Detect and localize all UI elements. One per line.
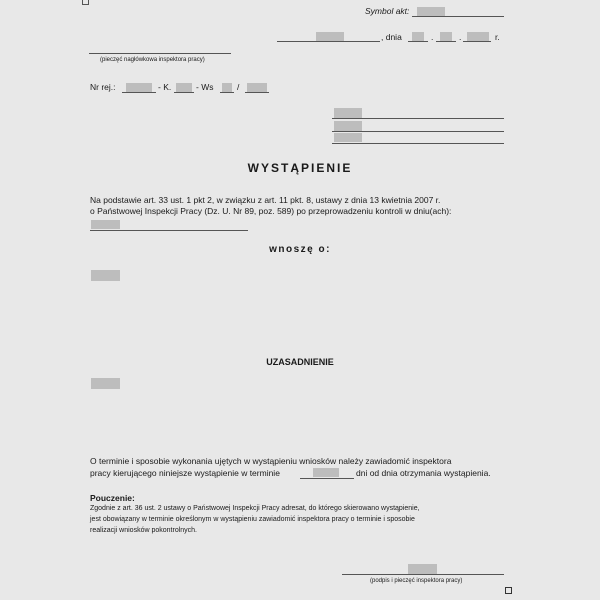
- date-day-underline: [408, 41, 428, 42]
- addressee-field-2[interactable]: [334, 121, 362, 131]
- intro-line-1: Na podstawie art. 33 ust. 1 pkt 2, w związku z art. 11 pkt. 8, ustawy z dnia 13 kwietnia 2007 r.: [90, 195, 441, 205]
- registry-field-2[interactable]: [176, 83, 192, 92]
- symbol-underline: [412, 16, 504, 17]
- date-dot-2: .: [459, 32, 462, 42]
- date-month-underline: [436, 41, 456, 42]
- date-suffix: r.: [495, 32, 500, 42]
- date-prefix: , dnia: [381, 32, 402, 42]
- registry-sep-3: /: [237, 82, 240, 92]
- request-field[interactable]: [91, 270, 120, 281]
- place-field[interactable]: [316, 32, 344, 41]
- registry-field-3[interactable]: [222, 83, 232, 92]
- stamp-caption: (pieczęć nagłówkowa inspektora pracy): [100, 57, 205, 63]
- addressee-field-1[interactable]: [334, 108, 362, 118]
- addressee-field-3[interactable]: [334, 133, 362, 142]
- addressee-underline-1: [332, 118, 504, 119]
- justification-field[interactable]: [91, 378, 120, 389]
- end-marker-icon: [505, 587, 512, 594]
- addressee-underline-3: [332, 143, 504, 144]
- inspection-date-underline: [90, 230, 248, 231]
- date-day-field[interactable]: [412, 32, 424, 41]
- registry-underline-3: [220, 92, 234, 93]
- document-title: WYSTĄPIENIE: [247, 161, 353, 175]
- registry-field-4[interactable]: [247, 83, 267, 92]
- symbol-field[interactable]: [417, 7, 445, 16]
- instruction-line-1: Zgodnie z art. 36 ust. 2 ustawy o Państwowej Inspekcji Pracy adresat, do którego skierowano wystąpienie,: [90, 505, 420, 512]
- deadline-days-underline: [300, 478, 354, 479]
- registry-sep-1: - K.: [158, 82, 172, 92]
- signature-underline: [342, 574, 504, 575]
- place-underline: [277, 41, 380, 42]
- intro-line-2: o Państwowej Inspekcji Pracy (Dz. U. Nr 89, poz. 589) po przeprowadzeniu kontroli w dniu(ach):: [90, 206, 452, 216]
- inspection-date-field[interactable]: [91, 220, 120, 229]
- registry-field-1[interactable]: [126, 83, 152, 92]
- addressee-underline-2: [332, 131, 504, 132]
- request-heading: wnoszę o:: [269, 244, 331, 255]
- instruction-heading: Pouczenie:: [90, 493, 135, 503]
- justification-heading: UZASADNIENIE: [266, 357, 334, 367]
- deadline-line-2-pre: pracy kierującego niniejsze wystąpienie w terminie: [90, 468, 280, 478]
- registry-underline-4: [245, 92, 269, 93]
- registry-underline-1: [122, 92, 156, 93]
- deadline-line-1: O terminie i sposobie wykonania ujętych w wystąpieniu wniosków należy zawiadomić inspektora: [90, 456, 452, 466]
- signature-field[interactable]: [408, 564, 437, 574]
- registry-sep-2: - Ws: [196, 82, 214, 92]
- deadline-days-field[interactable]: [313, 468, 339, 477]
- stamp-underline: [89, 53, 231, 54]
- signature-caption: (podpis i pieczęć inspektora pracy): [370, 578, 463, 584]
- deadline-line-2-post: dni od dnia otrzymania wystąpienia.: [356, 468, 491, 478]
- registry-label: Nr rej.:: [90, 82, 116, 92]
- date-month-field[interactable]: [440, 32, 452, 41]
- corner-anchor-icon: [82, 0, 89, 5]
- symbol-label: Symbol akt:: [365, 6, 410, 16]
- date-year-underline: [463, 41, 491, 42]
- instruction-line-3: realizacji wniosków pokontrolnych.: [90, 527, 197, 534]
- instruction-line-2: jest obowiązany w terminie określonym w wystąpieniu zawiadomić inspektora pracy o terminie i sposobie: [90, 516, 415, 523]
- date-dot-1: .: [431, 32, 434, 42]
- date-year-field[interactable]: [467, 32, 489, 41]
- registry-underline-2: [174, 92, 194, 93]
